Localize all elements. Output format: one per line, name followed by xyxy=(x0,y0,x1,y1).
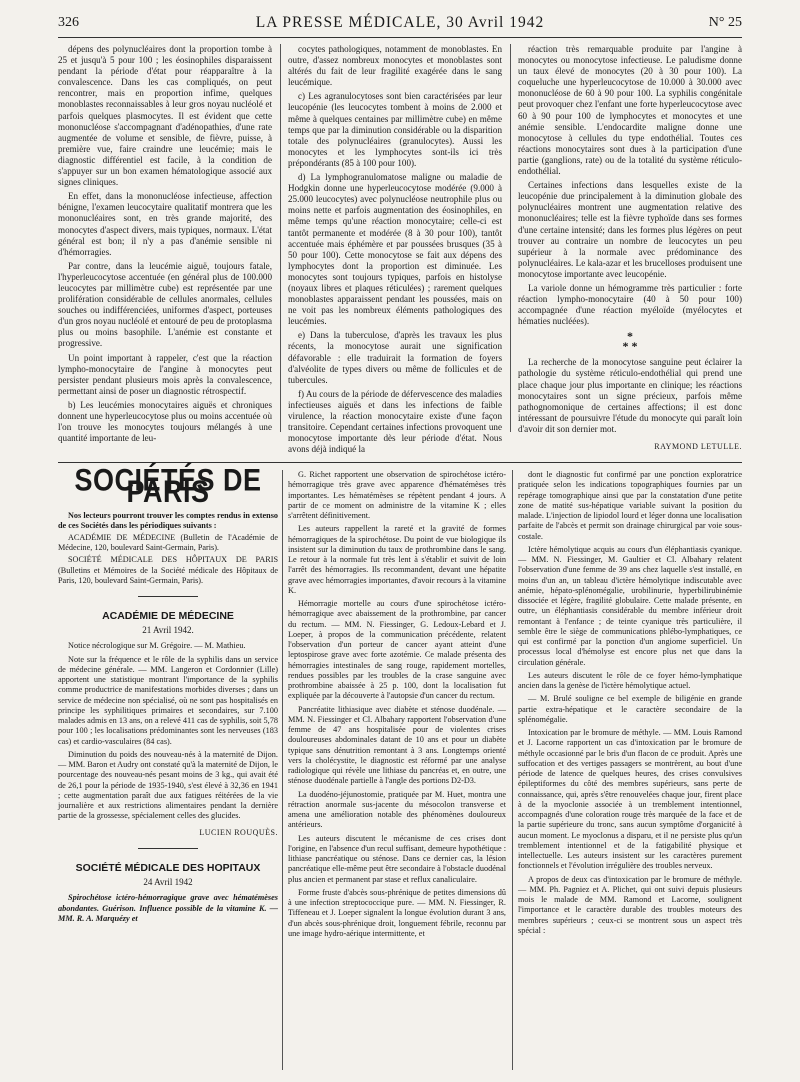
divider xyxy=(138,848,198,849)
conclusion-paragraph: La recherche de la monocytose sanguine peut éclairer la pathologie du système réticulo-endothélial qui prend une place chaque jour plus importante en clinique; les réactions monocytaires sont un signe précieux, parfois même pathognomonique de certaines affections; il est donc intéressant de poursuivre l'étude du monocyte qui paraît loin d'avoir dit son dernier mot. xyxy=(518,357,742,434)
column-divider xyxy=(512,470,513,1070)
header-rule xyxy=(58,37,742,38)
paragraph: c) Les agranulocytoses sont bien caractérisées par leur leucopénie (les leucocytes tombent à moins de 2.000 et même à quelques centaines par millimètre cube) en même temps que par la diminution considérable ou la disparition totale des polynucléaires (granulocytes). Aussi les monocytes et les lymphocytes sont-ils ici très prépondérants (85 à 100 pour 100). xyxy=(288,91,502,168)
report-paragraph: Les auteurs rappellent la rareté et la gravité de formes hémorragiques de la spirochétose. Du point de vue biologique ils insistent sur la diminution du taux de prothrombine dans le sang. Le retour à la normale fut très lent à s'établir et suivit de loin l'arrêt des hémorragies. Ils recommandent, devant une hépatite grave avec hémorragies importantes, d'avoir recours à la vitamine K. xyxy=(288,524,506,595)
hopitaux-paragraph: Spirochétose ictéro-hémorragique grave avec hématémèses abondantes. Guérison. Influence possible de la vitamine K. — MM. R. A. Marquézy et xyxy=(58,893,278,923)
page-number: 326 xyxy=(58,15,79,30)
report-paragraph: La duodéno-jéjunostomie, pratiquée par M. Huet, montra une rétraction anormale sus-jacente du mésocolon transverse et amena une amélioration notable des phénomènes douloureux antérieurs. xyxy=(288,789,506,830)
paragraph: e) Dans la tuberculose, d'après les travaux les plus récents, la monocytose aurait une signification défavorable : elle traduirait la formation de foyers d'alvéolite de types divers ou même de follicules et de tubercules. xyxy=(288,330,502,385)
intro-line: Nos lecteurs pourront trouver les comptes rendus in extenso de ces Sociétés dans les périodiques suivants : xyxy=(58,510,278,530)
report-paragraph: Ictère hémolytique acquis au cours d'un éléphantiasis cyanique. — MM. N. Fiessinger, M. Gaultier et Cl. Albahary relatent l'observation d'une femme de 39 ans chez laquelle s'est installé, en moins d'un an, un tableau d'ictère hémolytique indiscutable avec anémie, hépato-splénomégalie, urobilinurie, hyperbilirubinémie dissociée et légère, fragilité globulaire. Cette malade présente, en outre, un éléphantiasis considérable du membre inférieur droit remontant à l'enfance ; de teinte cyanique très particulière, il semble être le siège de communications phlébo-lymphatiques, ce qui est confirmé par la ponction d'un angiome superficiel. Un processus local d'hémolyse est encore plus net que dans la circulation générale. xyxy=(518,544,742,667)
societes-column-2 xyxy=(288,470,506,1075)
report-paragraph: Les auteurs discutent le mécanisme de ces crises dont l'origine, en l'absence d'un recul suffisant, demeure hypothétique : lithiase pancréatique ou sténose. Dans ce dernier cas, la lésion pancréatique elle-même peut être secondaire à l'obstacle duodénal plus ancien et permanent par stase et reflux canaliculaire. xyxy=(288,833,506,884)
intro-line: SOCIÉTÉ MÉDICALE DES HÔPITAUX DE PARIS (Bulletins et Mémoires de la Société médicale des Hôpitaux de Paris, 120, boulevard Saint-Germain, Paris). xyxy=(58,555,278,585)
report-paragraph: A propos de deux cas d'intoxication par le bromure de méthyle. — MM. Ph. Pagniez et A. Plichet, qui ont suivi depuis plusieurs mois le malade de MM. Ramond et Lacorne, soulignent l'importance et le caractère durable des troubles moteurs des membres supérieurs ; ceux-ci se montrent sous un aspect très spécial : xyxy=(518,874,742,935)
paragraph: d) La lymphogranulomatose maligne ou maladie de Hodgkin donne une hyperleucocytose modérée (9.000 à 25.000 leucocytes) avec polynucléose neutrophile plus ou moins nette et parfois augmentation des éosinophiles, en même temps qu'une réaction monocytaire; celle-ci est tantôt permanente et modérée (8 à 30 pour 100), tantôt accentuée mais éphémère et par poussées brusques (35 à 50 pour 100). Cette monocytose se fait aux dépens des lymphocytes dont la proportion est diminuée. Les monocytes sont toujours typiques, parfois en histolyse (noyaux libres et plaques réticulées) ; rarement quelques monoblastes apparaissent pendant les poussées, mais on ne voit pas les nombreux éléments pathologiques des leucémies. xyxy=(288,172,502,327)
academie-signature: LUCIEN ROUQUÈS. xyxy=(199,827,278,837)
report-paragraph: Forme fruste d'abcès sous-phrénique de petites dimensions dû à une infection streptococcique pure. — MM. N. Fiessinger, R. Tiffeneau et J. Loeper signalent la longue évolution durant 3 ans, d'un abcès sous-phrénique droit, longuement fébrile, reconnu par une image hydro-aérique intermittente, et xyxy=(288,887,506,938)
paragraph: réaction très remarquable produite par l'angine à monocytes ou monocytose infectieuse. Le paludisme donne un taux élevé de monocytes (20 à 30 pour 100). La coqueluche une hyperleucocytose de 10.000 à 30.000 avec mononucléose de 60 à 90 pour 100. La syphilis congénitale peut provoquer chez l'enfant une forte hyperleucocytose avec 60 à 90 pour 100 de lymphocytes et monocytes et une anémie sensible. L'endocardite maligne donne une monocytose à cellules du type endothélial. Toutes ces réactions monocytaires sont dues à la participation d'une partie (ganglions, rate) ou de la totalité du système réticulo-endothélial. xyxy=(518,44,742,177)
societes-column-3 xyxy=(518,470,742,1075)
page-header xyxy=(58,12,742,36)
paragraph: Par contre, dans la leucémie aiguë, toujours fatale, l'hyperleucocytose accentuée (en général plus de 100.000 leucocytes par millimètre cube) est représentée par une prolifération considérable de cellules anormales, cellules souches ou indifférenciées, uniformes d'aspect, porteuses d'un gros noyau nucléolé et entouré de peu de protoplasma plus ou moins basophile. L'anémie est constante et progressive. xyxy=(58,260,272,349)
report-paragraph: Hémorragie mortelle au cours d'une spirochétose ictéro-hémorragique avec abaissement de la prothrombine, par cancer du rectum. — MM. N. Fiessinger, G. Ledoux-Lebard et J. Loeper, à propos de la communication précédente, relatent l'observation d'un porteur de cancer ayant atteint d'une leptospirose grave avec forte azotémie. Ce malade présenta des hémorragies intestinales de sang rouge, rapidement mortelles, rendues possibles par les troubles de la crase sanguine avec prothrombine abaissée à 25 p. 100, dont la localisation fut expliquée par la découverte à l'autopsie d'un cancer du rectum. xyxy=(288,599,506,701)
hopitaux-date: 24 Avril 1942 xyxy=(143,877,193,888)
article-column-3 xyxy=(518,44,742,451)
paragraph: f) Au cours de la période de défervescence des maladies infectieuses aiguës et dans les infections de faible virulence, la réaction monocytaire existe d'une façon transitoire. Cependant certaines infections provoquent une monocytose importante dès leur période d'état. Nous avons déjà indiqué la xyxy=(288,388,502,455)
report-paragraph: Note sur la fréquence et le rôle de la syphilis dans un service de médecine générale. — MM. Langeron et Cordonnier (Lille) apportent une statistique montrant l'importance de la syphilis comme productrice de manifestations morbides diverses ; dans un service de médecine non spécialisé, où ne sont pas hospitalisés en principe les syphilitiques primaires et secondaires, sur 7.100 malades admis en 13 ans, on a relevé 411 cas de syphilis, soit 5,78 pour 100 ; les localisations prédominantes sont les nerveuses (183 cas) et cardio-vasculaires (84 cas). xyxy=(58,654,278,746)
section-stars: * * * xyxy=(622,329,638,354)
report-paragraph: Pancréatite lithiasique avec diabète et sténose duodénale. — MM. N. Fiessinger et Cl. Albahary rapportent l'observation d'une femme de 47 ans hospitalisée pour de violentes crises douloureuses abdominales datant de 10 ans et pour un diabète typique sans dénutrition remontant à 3 ans. Longtemps orienté vers la cholécystite, le diagnostic est réformé par une analyse radiologique qui révèle une lithiase du pancréas et, en outre, une sténose duodénale partielle à l'angle des portions D2-D3. xyxy=(288,704,506,786)
report-paragraph: Diminution du poids des nouveau-nés à la maternité de Dijon. — MM. Baron et Audry ont constaté qu'à la maternité de Dijon, le pourcentage des nouveau-nés pesant moins de 3 kg., qui avait été de 26,1 pour la période de 1935-1940, s'est élevé à 32,36 en 1941 ; cette augmentation paraît due aux fatigues réitérées de la vie journalière et aux restrictions alimentaires pendant la dernière partie de la grossesse, spécialement celles des glucides. xyxy=(58,749,278,821)
intro-notice xyxy=(58,511,278,586)
column-divider xyxy=(280,44,281,432)
article-column-1 xyxy=(58,44,272,444)
issue-number: N° 25 xyxy=(708,15,742,30)
intro-line: ACADÉMIE DE MÉDECINE (Bulletin de l'Académie de Médecine, 120, boulevard Saint-Germain, Paris). xyxy=(58,532,278,553)
journal-title: LA PRESSE MÉDICALE, 30 Avril 1942 xyxy=(255,14,545,31)
paragraph: Certaines infections dans lesquelles existe de la leucopénie due principalement à la diminution globale des polynucléaires montrent une augmentation relative des mononucléaires; telle est la fièvre typhoïde dans ses formes d'une certaine intensité; dans les formes plus légères on peut trouver au contraire un nombre de leucocytes un peu supérieur à la normale avec prédominance des polynucléaires. Le kala-azar et les brucelloses produisent une monocytose importante avec leucopénie. xyxy=(518,180,742,279)
column-divider xyxy=(510,44,511,432)
report-paragraph: dont le diagnostic fut confirmé par une ponction exploratrice pratiquée selon les indications topographiques fournies par un repérage tomographique ainsi que par la constatation d'une petite zone de matité sus-hépatique variable suivant la position du malade. L'injection de lipiodol lourd et léger donna une localisation parfaite de l'abcès et permit son drainage chirurgical par voie sous-costale. xyxy=(518,470,742,541)
section-banner: SOCIÉTÉS DE PARIS xyxy=(74,462,262,510)
author-signature: RAYMOND LETULLE. xyxy=(654,442,742,451)
report-paragraph: G. Richet rapportent une observation de spirochétose ictéro-hémorragique très grave avec apparence d'hématémèses très importantes. Les hématémèses se répètent pendant 4 jours. A partir de ce moment on administre de la vitamine K ; elles s'arrêtent définitivement. xyxy=(288,470,506,520)
hopitaux-heading: SOCIÉTÉ MÉDICALE DES HOPITAUX xyxy=(75,861,261,874)
societes-column-1 xyxy=(58,462,278,1070)
divider xyxy=(138,596,198,597)
paragraph: dépens des polynucléaires dont la proportion tombe à 25 et jusqu'à 5 pour 100 ; les éosinophiles disparaissent pendant la période d'état pour réapparaître à la convalescence. Dans les cas compliqués, on peut rencontrer, mais en proportion infime, quelques monoblastes reconnaissables à leur gros noyau nucléolé et parfois quelques plasmocytes. Il est évident que cette mononucléose s'accompagnant d'adénopathies, d'une rate augmentée de volume et sensible, de fièvre, puisse, à première vue, faire craindre une leucémie; mais le diagnostic différentiel est facile, à la condition de s'appuyer sur un bon examen hématologique associé aux signes cliniques. xyxy=(58,44,272,188)
paragraph: Un point important à rappeler, c'est que la réaction lympho-monocytaire de l'angine à monocytes peut persister pendant plusieurs mois après la convalescence, permettant ainsi de poser un diagnostic rétrospectif. xyxy=(58,352,272,396)
report-paragraph: Notice nécrologique sur M. Grégoire. — M. Mathieu. xyxy=(68,641,246,651)
paragraph: cocytes pathologiques, notamment de monoblastes. En outre, d'assez nombreux monocytes et monoblastes sont altérés du fait de leur fragilité exagérée dans le sang leucémique. xyxy=(288,44,502,88)
academie-heading: ACADÉMIE DE MÉDECINE xyxy=(102,609,234,622)
paragraph: b) Les leucémies monocytaires aiguës et chroniques donnent une hyperleucocytose plus ou moins accentuée où l'on trouve les monocytes toujours mélangés à une quantité importante de leu- xyxy=(58,399,272,444)
column-divider xyxy=(282,470,283,1070)
academie-date: 21 Avril 1942. xyxy=(142,625,194,636)
report-paragraph: Intoxication par le bromure de méthyle. — MM. Louis Ramond et J. Lacorne rapportent un cas d'intoxication par le bromure de méthyle occasionné par le bris d'un flacon de ce produit. Après une suffocation et des vertiges passagers se montrèrent, au bout d'une période de latence de quelques heures, des crises convulsives épileptiformes du côté des membres supérieurs, sans perte de connaissance, qui, après s'être renouvelées chaque jour, firent place à de la myoclonie associée à un tremblement intentionnel, accompagnés d'une coloration rouge très marquée de la face et de la partie supérieure du tronc, sans aucun symptôme d'organicité à aucun moment. Le myoclonus a disparu, et il ne persiste plus qu'un tremblement intentionnel et de la fatigabilité physique et intellectuelle. Les auteurs insistent sur les caractères purement fonctionnels et l'évolution irrégulière des troubles nerveux. xyxy=(518,728,742,871)
article-column-2 xyxy=(288,44,502,455)
paragraph: En effet, dans la mononucléose infectieuse, affection bénigne, l'examen leucocytaire qualitatif montrera que les mononucléaires sont, en très grande majorité, des monocytes d'aspect divers, mais typiques, normaux. L'état général est bon; il n'y a pas d'anémie sensible ni d'hémorragies. xyxy=(58,191,272,257)
report-paragraph: Les auteurs discutent le rôle de ce foyer hémo-lymphatique ancien dans la genèse de l'ictère hémolytique actuel. xyxy=(518,670,742,690)
paragraph: La variole donne un hémogramme très particulier : forte réaction lympho-monocytaire (40 à 50 pour 100) accompagnée d'une réaction myéloïde (myélocytes et hématies nucléées). xyxy=(518,282,742,327)
report-paragraph: — M. Brulé souligne ce bel exemple de biligénie en grande partie extra-hépatique et le caractère secondaire de la splénomégalie. xyxy=(518,694,742,724)
